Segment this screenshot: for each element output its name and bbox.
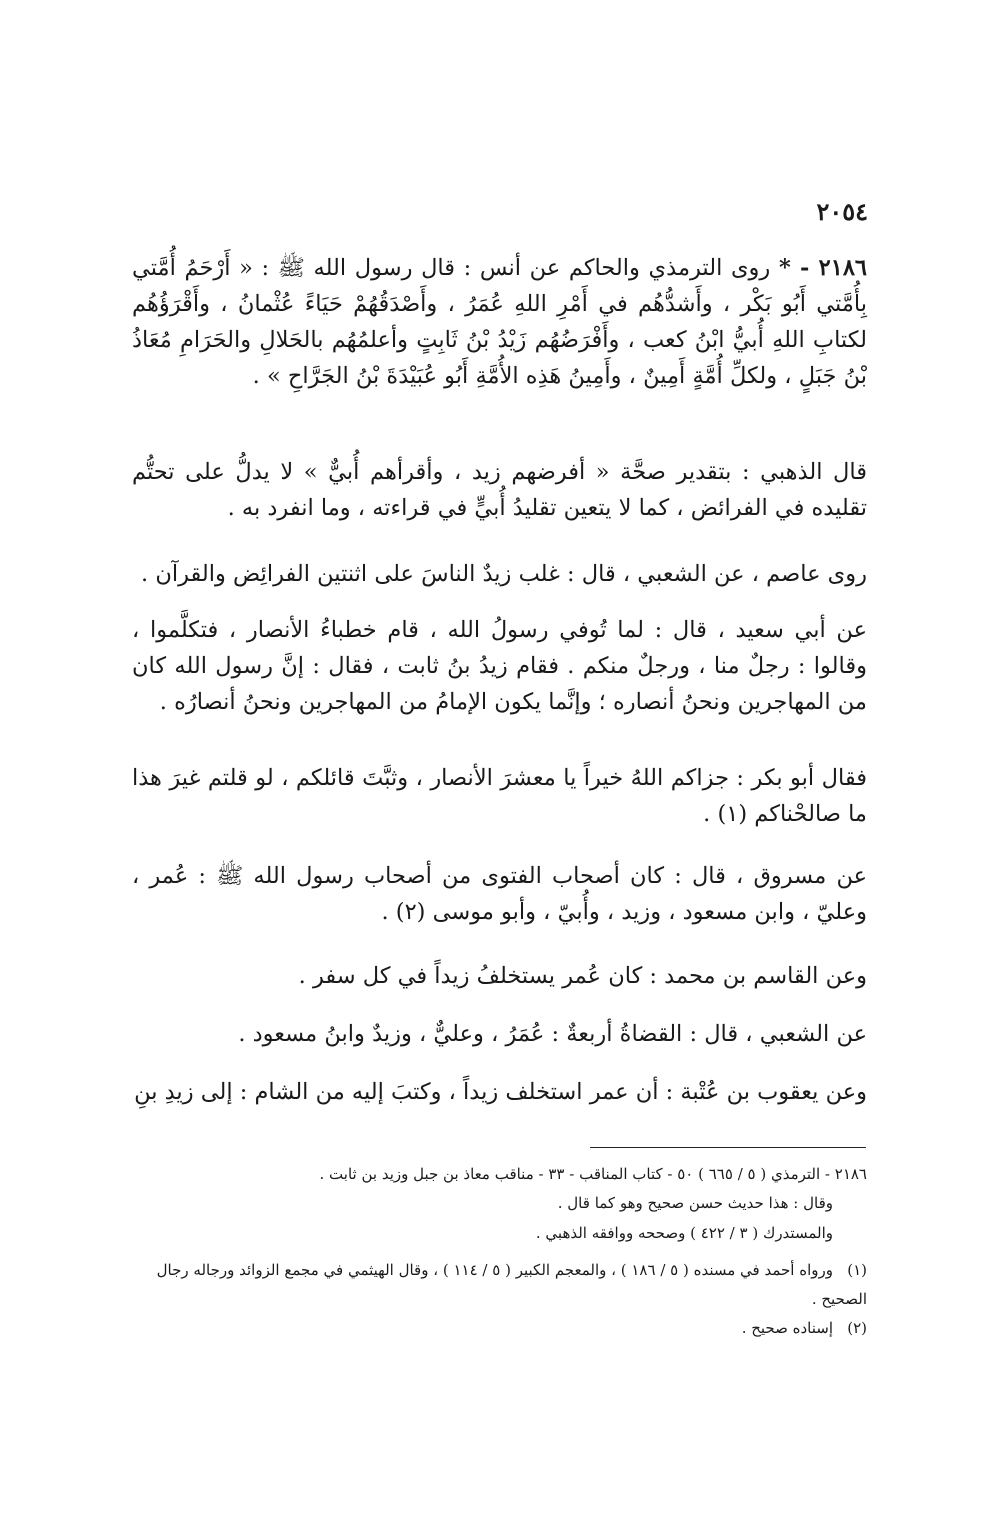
- hadith-paragraph: [132, 250, 867, 394]
- footnote-2-number: (٢): [847, 1319, 867, 1338]
- footnote-hadith-reference: ٢١٨٦ - الترمذي ( ٥ / ٦٦٥ ) ٥٠ - كتاب المناقب - ٣٣ - مناقب معاذ بن جبل وزيد بن ثابت .: [319, 1165, 867, 1183]
- paragraph-yaqub-narration: وعن يعقوب بن عُتْبة : أن عمر استخلف زيداً ، وكتبَ إليه من الشام : إلى زيدِ بنِ: [134, 1079, 867, 1105]
- paragraph-qasim-narration: وعن القاسم بن محمد : كان عُمر يستخلفُ زيداً في كل سفر .: [298, 963, 867, 989]
- footnote-2-text: إسناده صحيح .: [741, 1319, 833, 1338]
- footnote-1: [132, 1256, 867, 1315]
- paragraph-abu-bakr-reply: فقال أبو بكر : جزاكم اللهُ خيراً يا معشرَ الأنصار ، وثبَّتَ قائلكم ، لو قلتم غيرَ هذا ما صالحْناكم (١) .: [132, 765, 867, 827]
- hadith-number: ٢١٨٦ - *: [778, 255, 868, 281]
- hadith-block: [132, 250, 867, 394]
- paragraph-shabi-judges: عن الشعبي ، قال : القضاةُ أربعةٌ : عُمَرُ ، وعليٌّ ، وزيدٌ وابنُ مسعود .: [238, 1021, 867, 1047]
- footnote-hadith-note: وقال : هذا حديث حسن صحيح وهو كما قال .: [557, 1194, 833, 1213]
- footnote-1-number: (١): [847, 1260, 867, 1279]
- paragraph-abu-said-narration: عن أبي سعيد ، قال : لما تُوفي رسولُ الله ، قام خطباءُ الأنصار ، فتكلَّموا ، وقالوا : رجلٌ منا ، ورجلٌ منكم . فقام زيدُ بنُ ثابت ، فقال : إنَّ رسول الله كان من المهاجرين ونحنُ أنصاره ؛ وإنَّما يكون الإمامُ من المهاجرين ونحنُ أنصارُه .: [132, 617, 867, 715]
- footnote-hadith-note: والمستدرك ( ٣ / ٤٢٢ ) وصححه ووافقه الذهبي .: [535, 1223, 833, 1242]
- page-number: ٢٠٥٤: [816, 197, 868, 226]
- hadith-text: روى الترمذي والحاكم عن أنس : قال رسول الله ﷺ : « أَرْحَمُ أُمَّتي بِأُمَّتي أَبُو بَكْر ، وأَشدُّهُم في أَمْرِ اللهِ عُمَرُ ، وأَصْدَقُهُمْ حَيَاءً عُثْمانُ ، وأَقْرَؤُهُم لكتابِ اللهِ أُبيُّ ابْنُ كعب ، وأَفْرَضُهُم زَيْدُ بْنُ ثَابِتٍ وأعلمُهُم بالحَلالِ والحَرَامِ مُعَاذُ بْنُ جَبَلٍ ، ولكلِّ أُمَّةٍ أَمِينٌ ، وأَمِينُ هَذِه الأُمَّةِ أَبُو عُبَيْدَةَ بْنُ الجَرَّاحِ » .: [132, 255, 867, 389]
- footnote-divider: [590, 1147, 866, 1148]
- paragraph-asim-narration: روى عاصم ، عن الشعبي ، قال : غلب زيدٌ الناسَ على اثنتين الفرائِض والقرآن .: [141, 561, 867, 587]
- footnotes-section: [132, 1160, 867, 1344]
- paragraph-dhahabi-comment: قال الذهبي : بتقدير صحَّة « أفرضهم زيد ، وأقرأهم أُبيٌّ » لا يدلُّ على تحتُّم تقليده في الفرائض ، كما لا يتعين تقليدُ أُبيٍّ في قراءته ، وما انفرد به .: [132, 459, 867, 521]
- paragraph-masruq-narration: عن مسروق ، قال : كان أصحاب الفتوى من أصحاب رسول الله ﷺ : عُمر ، وعليّ ، وابن مسعود ، وزيد ، وأُبيّ ، وأبو موسى (٢) .: [132, 863, 867, 925]
- footnote-2: [132, 1314, 867, 1343]
- footnote-1-text: ورواه أحمد في مسنده ( ٥ / ١٨٦ ) ، والمعجم الكبير ( ٥ / ١١٤ ) ، وقال الهيثمي في مجمع الزوائد ورجاله رجال الصحيح .: [156, 1260, 867, 1308]
